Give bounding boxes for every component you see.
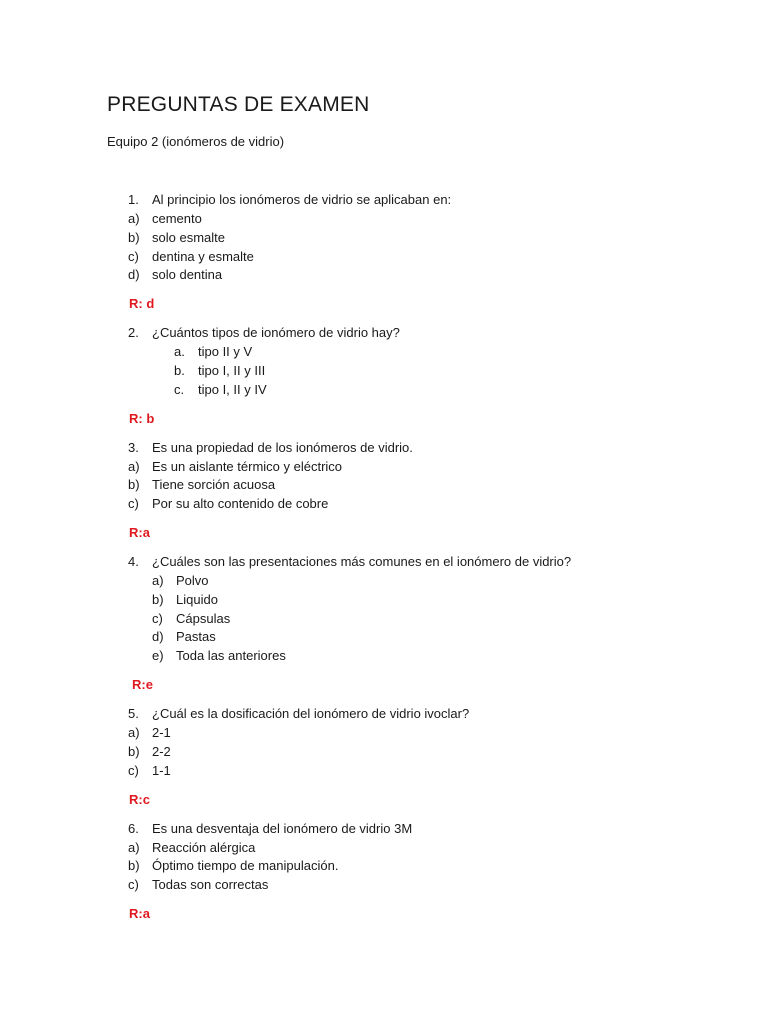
question-text: ¿Cuál es la dosificación del ionómero de vidrio ivoclar? bbox=[152, 706, 470, 721]
answer: R:a bbox=[129, 525, 150, 540]
option: c) 1-1 bbox=[128, 763, 171, 778]
question-text: ¿Cuántos tipos de ionómero de vidrio hay? bbox=[152, 325, 400, 340]
option: a) cemento bbox=[128, 211, 202, 226]
option: b) Óptimo tiempo de manipulación. bbox=[128, 858, 339, 873]
option: c. tipo I, II y IV bbox=[174, 382, 267, 397]
option: e) Toda las anteriores bbox=[152, 648, 286, 663]
option: c) Cápsulas bbox=[152, 611, 231, 626]
option: b. tipo I, II y III bbox=[174, 363, 266, 378]
question-number: 4. bbox=[128, 554, 139, 569]
option: d) solo dentina bbox=[128, 267, 223, 282]
page-title: PREGUNTAS DE EXAMEN bbox=[107, 93, 370, 116]
question-5 bbox=[128, 705, 469, 723]
page-subtitle: Equipo 2 (ionómeros de vidrio) bbox=[107, 134, 285, 149]
question-number: 5. bbox=[128, 706, 139, 721]
answer: R:c bbox=[129, 792, 150, 807]
answer: R: d bbox=[129, 296, 155, 311]
option: c) dentina y esmalte bbox=[128, 249, 254, 264]
question-3 bbox=[128, 439, 413, 457]
option: c) Todas son correctas bbox=[128, 877, 269, 892]
option: b) 2-2 bbox=[128, 744, 171, 759]
option: c) Por su alto contenido de cobre bbox=[128, 496, 329, 511]
question-number: 2. bbox=[128, 325, 139, 340]
option: a. tipo II y V bbox=[174, 344, 253, 359]
option: a) Polvo bbox=[152, 573, 209, 588]
question-number: 1. bbox=[128, 192, 139, 207]
option: a) Reacción alérgica bbox=[128, 840, 256, 855]
option: a) Es un aislante térmico y eléctrico bbox=[128, 459, 343, 474]
question-2 bbox=[128, 324, 400, 342]
question-text: Es una propiedad de los ionómeros de vidrio. bbox=[152, 440, 413, 455]
question-4 bbox=[128, 553, 571, 571]
answer: R: b bbox=[129, 411, 155, 426]
option: b) solo esmalte bbox=[128, 230, 225, 245]
question-number: 3. bbox=[128, 440, 139, 455]
answer: R:a bbox=[129, 906, 150, 921]
question-text: ¿Cuáles son las presentaciones más comunes en el ionómero de vidrio? bbox=[152, 554, 572, 569]
question-text: Es una desventaja del ionómero de vidrio 3M bbox=[152, 821, 413, 836]
question-text: Al principio los ionómeros de vidrio se aplicaban en: bbox=[152, 192, 452, 207]
question-6 bbox=[128, 820, 412, 838]
question-1 bbox=[128, 191, 451, 209]
option: b) Tiene sorción acuosa bbox=[128, 477, 276, 492]
question-number: 6. bbox=[128, 821, 139, 836]
option: d) Pastas bbox=[152, 629, 216, 644]
option: b) Liquido bbox=[152, 592, 218, 607]
answer: R:e bbox=[132, 677, 153, 692]
option: a) 2-1 bbox=[128, 725, 171, 740]
